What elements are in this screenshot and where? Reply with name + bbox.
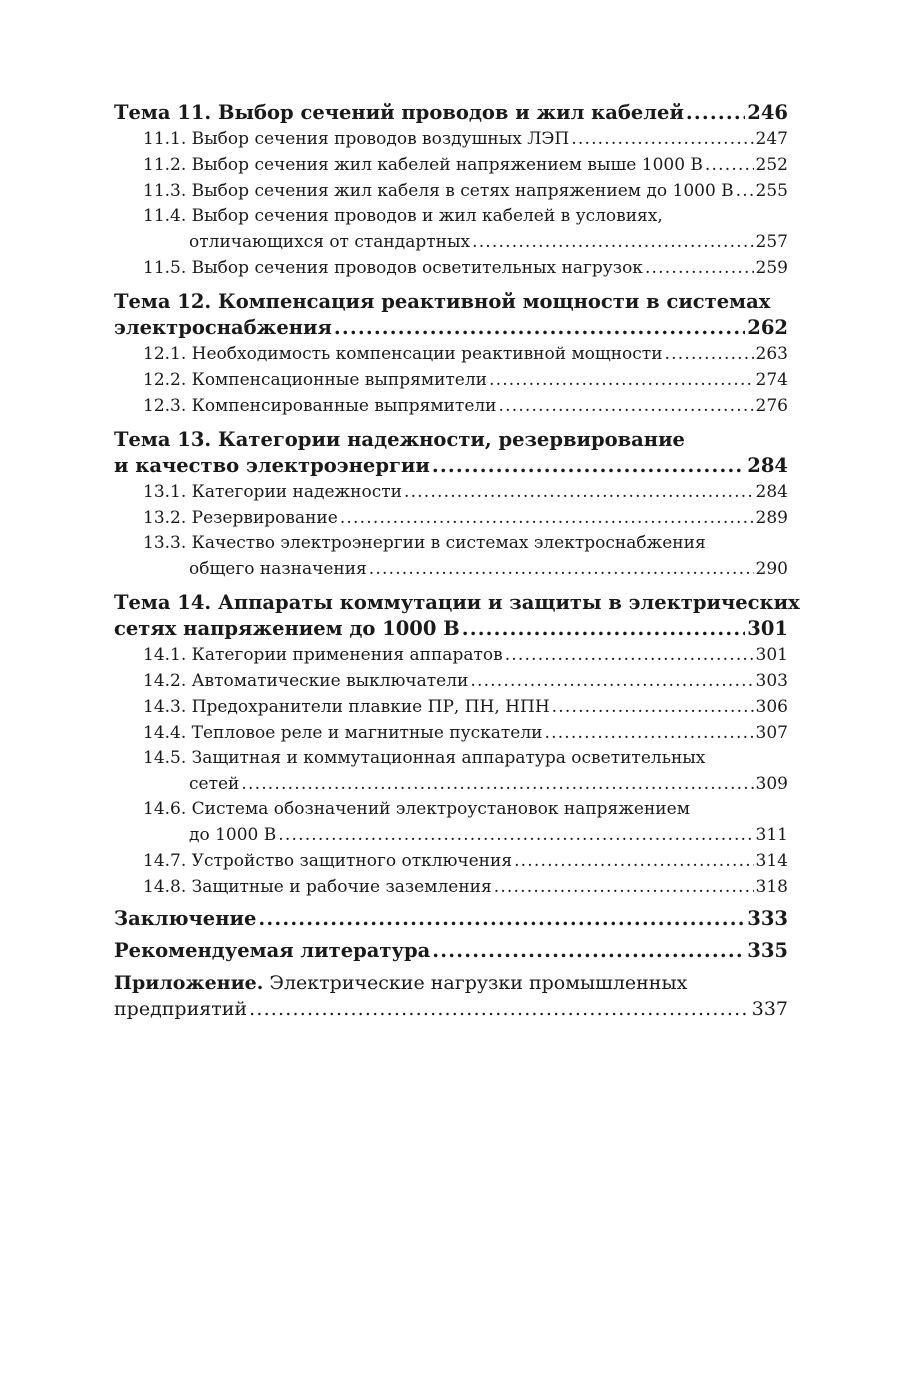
toc-page-number: 247: [755, 129, 788, 149]
toc-chapter-13: [114, 427, 788, 582]
toc-section-title: 12.3. Компенсированные выпрямители: [143, 396, 497, 416]
toc-chapter-12: [114, 289, 788, 419]
toc-section-title: 11.3. Выбор сечения жил кабеля в сетях напряжением до 1000 В: [143, 181, 734, 201]
dot-leader: [499, 393, 754, 419]
toc-section-title-line2: общего назначения: [189, 558, 367, 579]
toc-page-number: 252: [755, 155, 788, 175]
toc-page-number: 284: [747, 454, 788, 477]
toc-section-title-line1: 14.5. Защитная и коммутационная аппаратура осветительных: [143, 748, 706, 768]
toc-page-number: 314: [755, 851, 788, 871]
toc-page-number: 301: [755, 645, 788, 665]
toc-appendix-label: Приложение.: [114, 972, 264, 994]
toc-section[interactable]: [114, 531, 788, 582]
toc-section[interactable]: [114, 255, 788, 281]
toc-page-number: 263: [755, 344, 788, 364]
toc-section-title-line1: 14.6. Система обозначений электроустановок напряжением: [143, 799, 690, 819]
dot-leader: [340, 505, 754, 531]
toc-section[interactable]: [114, 479, 788, 505]
toc-chapter-title[interactable]: [114, 289, 788, 341]
toc-chapter-11: [114, 100, 788, 281]
dot-leader: [665, 341, 754, 367]
toc-chapter-title-text: Тема 11. Выбор сечений проводов и жил кабелей: [114, 101, 684, 124]
toc-chapter-14: [114, 590, 800, 900]
toc-conclusion-title: Заключение: [114, 907, 257, 930]
toc-appendix-title-line1: Электрические нагрузки промышленных: [269, 972, 688, 994]
toc-section-title-line2: сетей: [189, 773, 240, 794]
toc-section-title: 14.2. Автоматические выключатели: [143, 671, 469, 691]
toc-chapter-title-line1: Тема 12. Компенсация реактивной мощности в системах: [114, 290, 771, 313]
toc-section-title-line1: 11.4. Выбор сечения проводов и жил кабелей в условиях,: [143, 206, 663, 226]
toc-section[interactable]: [114, 668, 788, 694]
toc-section-title-line2: до 1000 В: [189, 824, 277, 845]
toc-page-number: 335: [747, 939, 788, 962]
dot-leader: [369, 557, 754, 583]
toc-section-title: 13.1. Категории надежности: [143, 482, 402, 502]
toc-section-title: 12.1. Необходимость компенсации реактивной мощности: [143, 344, 663, 364]
toc-section-title: 11.1. Выбор сечения проводов воздушных ЛЭП: [143, 129, 570, 149]
toc-section-title: 14.7. Устройство защитного отключения: [143, 851, 513, 871]
dot-leader: [571, 126, 753, 152]
toc-section[interactable]: [114, 694, 788, 720]
toc-chapter-title-line1: Тема 14. Аппараты коммутации и защиты в электрических: [114, 591, 800, 614]
dot-leader: [736, 178, 754, 204]
toc-page-number: 307: [755, 723, 788, 743]
toc-chapter-title-line2: сетях напряжением до 1000 В: [114, 617, 460, 640]
toc-section-title: 11.2. Выбор сечения жил кабелей напряжением выше 1000 В: [143, 155, 703, 175]
toc-chapter-title[interactable]: [114, 427, 788, 479]
toc-page-number: 274: [755, 370, 788, 390]
toc-section[interactable]: [114, 152, 788, 178]
toc-page-number: 284: [755, 482, 788, 502]
toc-page-number: 262: [747, 316, 788, 339]
dot-leader: [334, 315, 745, 341]
dot-leader: [552, 694, 754, 720]
toc-appendix[interactable]: [114, 970, 788, 1022]
toc-literature[interactable]: [114, 938, 788, 964]
toc-page-number: 309: [755, 773, 788, 794]
toc-section[interactable]: [114, 505, 788, 531]
dot-leader: [462, 616, 746, 642]
toc-section-title: 14.8. Защитные и рабочие заземления: [143, 877, 492, 897]
toc-page-number: 311: [755, 824, 788, 845]
dot-leader: [514, 848, 753, 874]
dot-leader: [489, 367, 754, 393]
toc-section[interactable]: [114, 341, 788, 367]
toc-page-number: 290: [755, 558, 788, 579]
toc-page-number: 289: [755, 508, 788, 528]
toc-section-title: 12.2. Компенсационные выпрямители: [143, 370, 487, 390]
toc-section-title: 14.1. Категории применения аппаратов: [143, 645, 503, 665]
dot-leader: [241, 772, 753, 798]
toc-section[interactable]: [114, 204, 788, 255]
toc-section-title-line2: отличающихся от стандартных: [189, 231, 471, 252]
toc-chapter-title[interactable]: [114, 590, 800, 642]
dot-leader: [249, 996, 750, 1022]
dot-leader: [404, 479, 754, 505]
dot-leader: [505, 642, 754, 668]
dot-leader: [494, 874, 754, 900]
dot-leader: [432, 938, 745, 964]
dot-leader: [470, 668, 753, 694]
toc-page-number: 337: [751, 998, 788, 1020]
dot-leader: [686, 100, 745, 126]
toc-chapter-title[interactable]: [114, 100, 788, 126]
toc-section[interactable]: [114, 367, 788, 393]
toc-page-number: 318: [755, 877, 788, 897]
dot-leader: [472, 230, 753, 256]
toc-page-number: 246: [747, 101, 788, 124]
toc-chapter-title-line1: Тема 13. Категории надежности, резервирование: [114, 428, 685, 451]
table-of-contents: [114, 100, 800, 1022]
toc-section-title: 11.5. Выбор сечения проводов осветительных нагрузок: [143, 258, 643, 278]
toc-section[interactable]: [114, 126, 788, 152]
toc-conclusion[interactable]: [114, 906, 788, 932]
toc-page-number: 306: [755, 697, 788, 717]
toc-page-number: 259: [755, 258, 788, 278]
toc-section[interactable]: [114, 848, 788, 874]
toc-section-title-line1: 13.3. Качество электроэнергии в системах электроснабжения: [143, 533, 706, 553]
toc-literature-title: Рекомендуемая литература: [114, 939, 431, 962]
toc-section[interactable]: [114, 797, 788, 848]
toc-page-number: 257: [755, 231, 788, 252]
toc-section-title: 13.2. Резервирование: [143, 508, 338, 528]
toc-page-number: 276: [755, 396, 788, 416]
toc-section[interactable]: [114, 720, 788, 746]
dot-leader: [545, 720, 754, 746]
toc-appendix-title-line2: предприятий: [114, 998, 248, 1020]
toc-chapter-title-line2: электроснабжения: [114, 316, 332, 339]
toc-section[interactable]: [114, 393, 788, 419]
toc-chapter-title-line2: и качество электроэнергии: [114, 454, 430, 477]
dot-leader: [258, 906, 745, 932]
toc-section[interactable]: [114, 746, 788, 797]
dot-leader: [645, 255, 754, 281]
dot-leader: [705, 152, 754, 178]
dot-leader: [432, 453, 745, 479]
toc-section-title: 14.4. Тепловое реле и магнитные пускатели: [143, 723, 543, 743]
toc-section[interactable]: [114, 874, 788, 900]
toc-page-number: 333: [747, 907, 788, 930]
dot-leader: [278, 823, 753, 849]
toc-page-number: 255: [755, 181, 788, 201]
toc-page-number: 303: [755, 671, 788, 691]
toc-page-number: 301: [747, 617, 788, 640]
toc-section[interactable]: [114, 642, 788, 668]
toc-section[interactable]: [114, 178, 788, 204]
toc-section-title: 14.3. Предохранители плавкие ПР, ПН, НПН: [143, 697, 550, 717]
